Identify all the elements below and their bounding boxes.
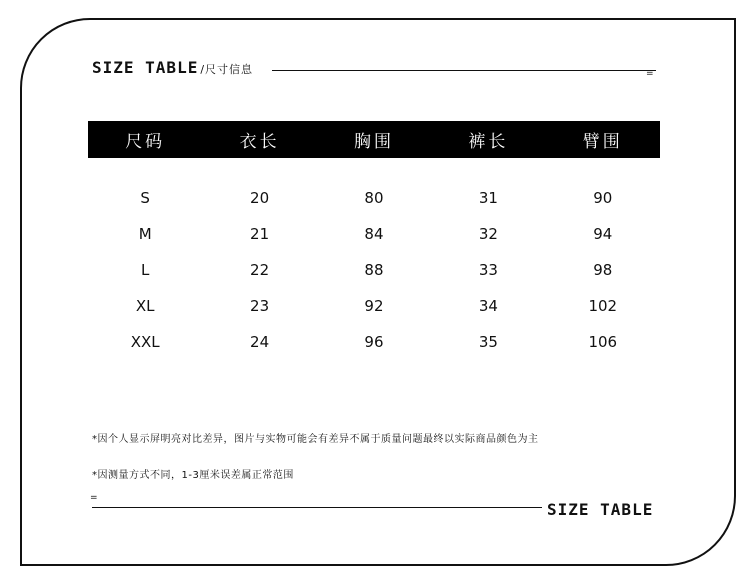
table-cell: M (138, 225, 152, 243)
footer-rule (92, 507, 542, 508)
table-cell: 96 (364, 333, 384, 351)
table-cell: 33 (478, 261, 498, 279)
table-cell: 98 (593, 261, 613, 279)
table-cell: 23 (250, 297, 270, 315)
table-cell: 20 (250, 189, 270, 207)
table-row (88, 216, 660, 252)
measurement-tolerance-note: *因测量方式不同，1-3厘米误差属正常范围 (92, 470, 294, 481)
column-header-size: 尺码 (125, 132, 166, 152)
table-row (88, 180, 660, 216)
column-header-length: 衣长 (239, 132, 280, 152)
table-cell: 106 (588, 333, 618, 351)
footer-title: SIZE TABLE (547, 500, 654, 519)
column-header-chest: 胸围 (353, 132, 394, 152)
column-header-arm: 臂围 (582, 132, 623, 152)
table-cell: 102 (588, 297, 618, 315)
table-row (88, 252, 660, 288)
heading-chinese: /尺寸信息 (200, 63, 254, 76)
table-cell: 88 (364, 261, 384, 279)
table-cell: 92 (364, 297, 384, 315)
table-cell: 31 (478, 189, 498, 207)
table-row (88, 288, 660, 324)
table-cell: 84 (364, 225, 384, 243)
table-cell: 35 (478, 333, 498, 351)
table-cell: 24 (250, 333, 270, 351)
table-cell: 32 (478, 225, 498, 243)
table-header (88, 121, 660, 158)
heading-english: SIZE TABLE (92, 58, 199, 77)
column-header-pants-length: 裤长 (468, 132, 509, 152)
table-cell: 21 (250, 225, 270, 243)
footer-mark: = (90, 493, 98, 503)
table-cell: S (140, 189, 150, 207)
size-table-heading (92, 58, 253, 77)
table-cell: XXL (130, 333, 160, 351)
table-cell: 34 (478, 297, 498, 315)
table-row (88, 324, 660, 360)
table-cell: XL (135, 297, 155, 315)
heading-rule (272, 70, 656, 71)
table-cell: 80 (364, 189, 384, 207)
heading-mark: = (646, 69, 654, 79)
table-cell: 90 (593, 189, 613, 207)
table-cell: L (141, 261, 150, 279)
table-body (88, 180, 660, 360)
table-cell: 94 (593, 225, 613, 243)
table-cell: 22 (250, 261, 270, 279)
display-difference-note: *因个人显示屏明亮对比差异，图片与实物可能会有差异不属于质量问题最终以实际商品颜色为主 (92, 434, 539, 445)
